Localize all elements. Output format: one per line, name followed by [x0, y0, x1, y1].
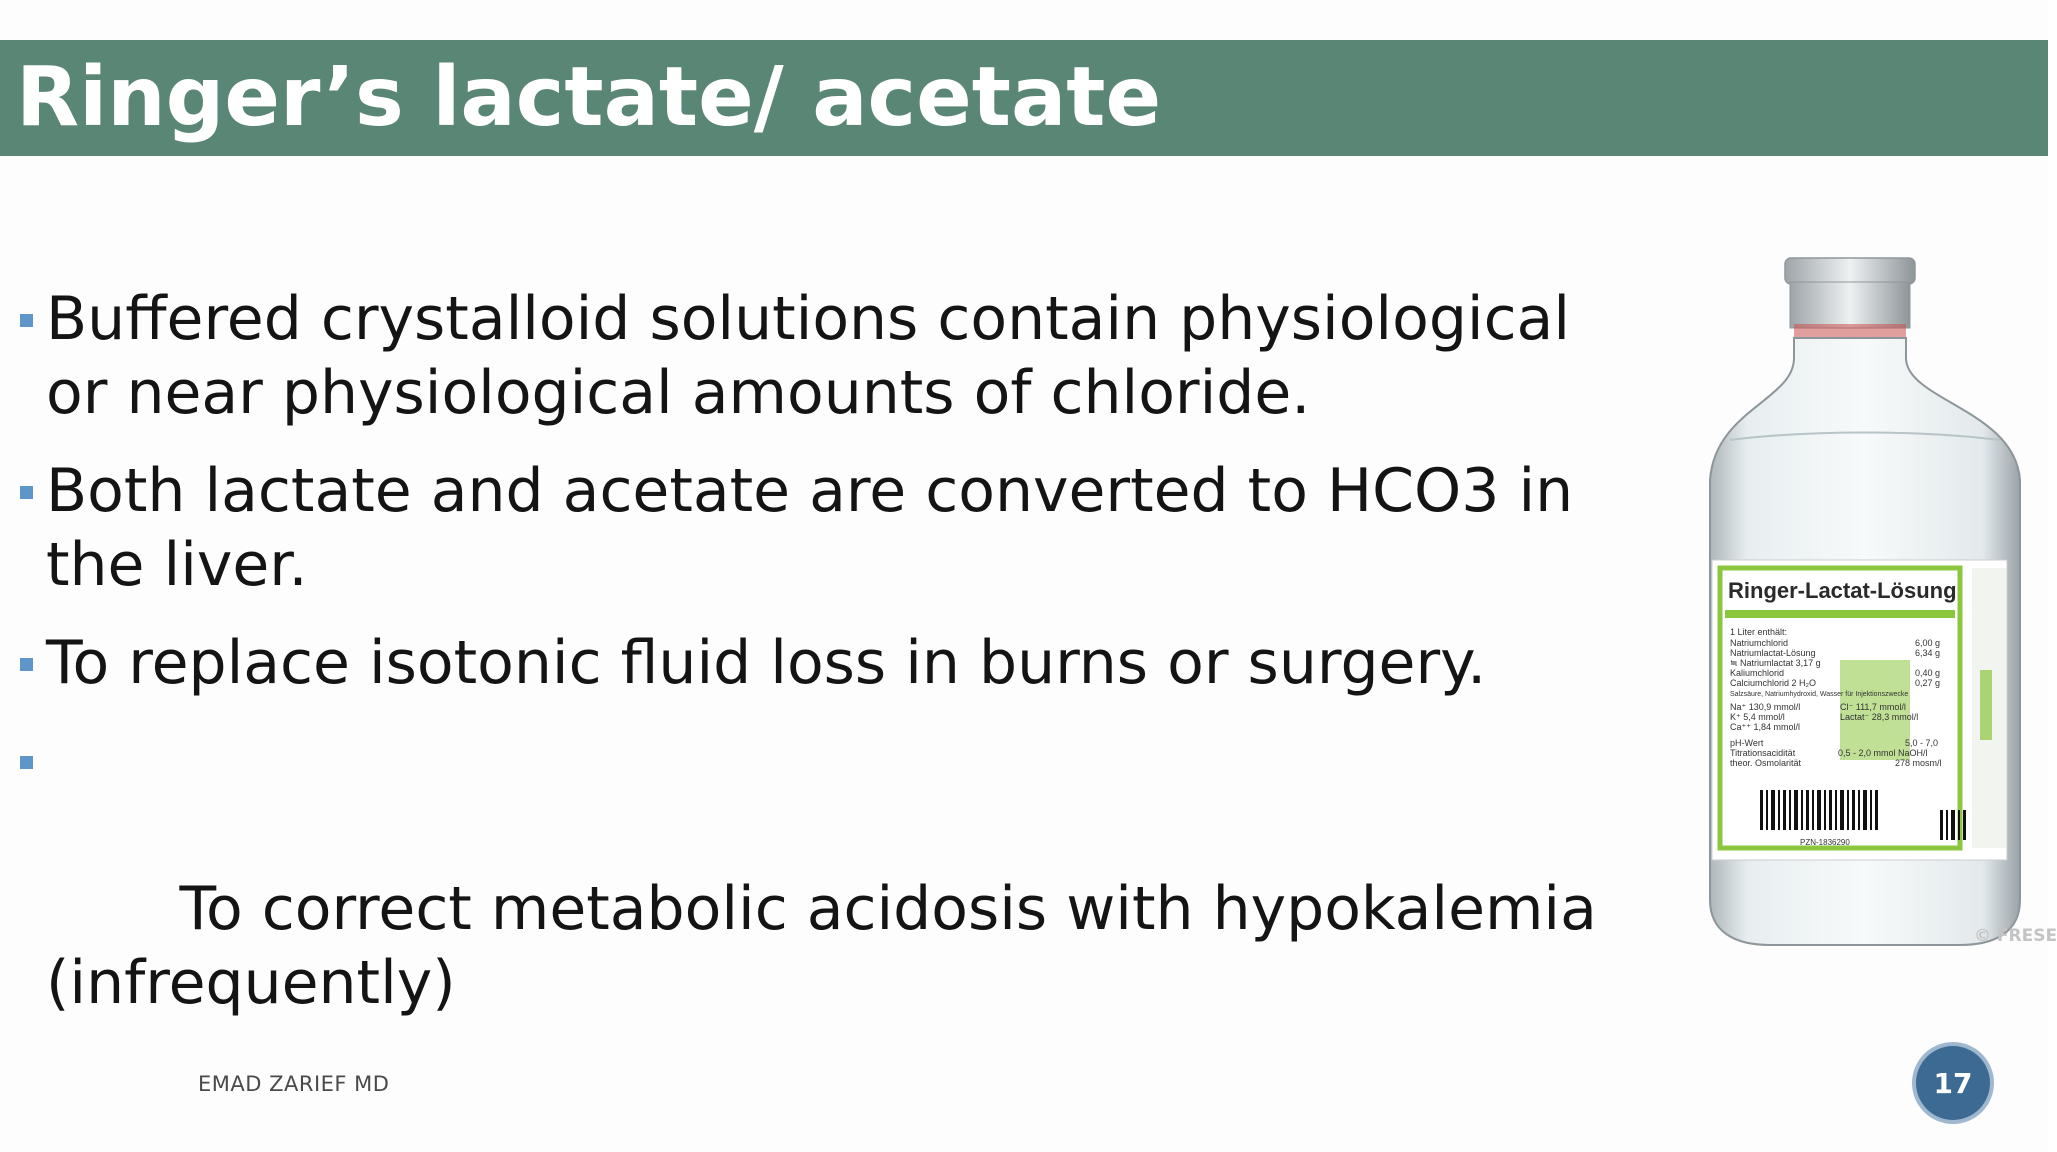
svg-text:0,5 - 2,0 mmol NaOH/l: 0,5 - 2,0 mmol NaOH/l	[1838, 748, 1928, 758]
svg-text:Calciumchlorid 2 H₂O: Calciumchlorid 2 H₂O	[1730, 678, 1817, 688]
svg-text:6,00 g: 6,00 g	[1915, 638, 1941, 648]
svg-text:Lactat⁻ 28,3 mmol/l: Lactat⁻ 28,3 mmol/l	[1840, 712, 1919, 722]
square-bullet-icon	[20, 486, 33, 499]
bullet-text: To correct metabolic acidosis with hypokalemia (infrequently)	[46, 874, 1616, 1018]
svg-text:PZN-1836290: PZN-1836290	[1800, 838, 1850, 847]
svg-text:Na⁺ 130,9 mmol/l: Na⁺ 130,9 mmol/l	[1730, 702, 1801, 712]
bullet-item	[18, 282, 1638, 430]
bullet-text: Buffered crystalloid solutions contain physiological or near physiological amounts of chloride.	[46, 284, 1570, 428]
bullet-text: To replace isotonic fluid loss in burns or surgery.	[46, 628, 1487, 698]
bullet-item	[18, 454, 1638, 602]
bullet-item	[18, 724, 1638, 1094]
label-product-name: Ringer-Lactat-Lösung	[1728, 578, 1957, 603]
svg-text:≒ Natriumlactat 3,17 g: ≒ Natriumlactat 3,17 g	[1730, 658, 1821, 668]
square-bullet-icon	[20, 314, 33, 327]
svg-text:0,40 g: 0,40 g	[1915, 668, 1941, 678]
svg-text:Salzsäure, Natriumhydroxid, Wa: Salzsäure, Natriumhydroxid, Wasser für Injektionszwecke	[1730, 691, 1909, 698]
svg-text:pH-Wert: pH-Wert	[1730, 738, 1764, 748]
square-bullet-icon	[20, 756, 33, 769]
svg-text:theor. Osmolarität: theor. Osmolarität	[1730, 758, 1802, 768]
svg-text:6,34 g: 6,34 g	[1915, 648, 1941, 658]
bullet-text: Both lactate and acetate are converted to HCO3 in the liver.	[46, 456, 1574, 600]
svg-text:0,27 g: 0,27 g	[1915, 678, 1941, 688]
svg-text:Natriumchlorid: Natriumchlorid	[1730, 638, 1789, 648]
svg-text:Kaliumchlorid: Kaliumchlorid	[1730, 668, 1785, 678]
ringer-lactate-bottle-image	[1690, 250, 2040, 950]
svg-text:K⁺ 5,4 mmol/l: K⁺ 5,4 mmol/l	[1730, 712, 1785, 722]
slide-title: Ringer’s lactate/ acetate	[16, 50, 1162, 145]
svg-text:1 Liter enthält:: 1 Liter enthält:	[1730, 627, 1788, 637]
bullet-item	[18, 626, 1638, 700]
svg-text:278 mosm/l: 278 mosm/l	[1895, 758, 1942, 768]
svg-text:Ca⁺⁺ 1,84 mmol/l: Ca⁺⁺ 1,84 mmol/l	[1730, 722, 1801, 732]
svg-text:Titrationsacidität: Titrationsacidität	[1730, 748, 1796, 758]
square-bullet-icon	[20, 658, 33, 671]
footer-author: EMAD ZARIEF MD	[198, 1072, 390, 1096]
copyright-watermark: © FRESE	[1974, 926, 2057, 946]
page-number-badge: 17	[1916, 1046, 1990, 1120]
svg-text:Cl⁻ 111,7 mmol/l: Cl⁻ 111,7 mmol/l	[1840, 702, 1906, 712]
bullet-list	[18, 282, 1638, 1118]
svg-text:Natriumlactat-Lösung: Natriumlactat-Lösung	[1730, 648, 1816, 658]
svg-text:5,0 - 7,0: 5,0 - 7,0	[1905, 738, 1939, 748]
